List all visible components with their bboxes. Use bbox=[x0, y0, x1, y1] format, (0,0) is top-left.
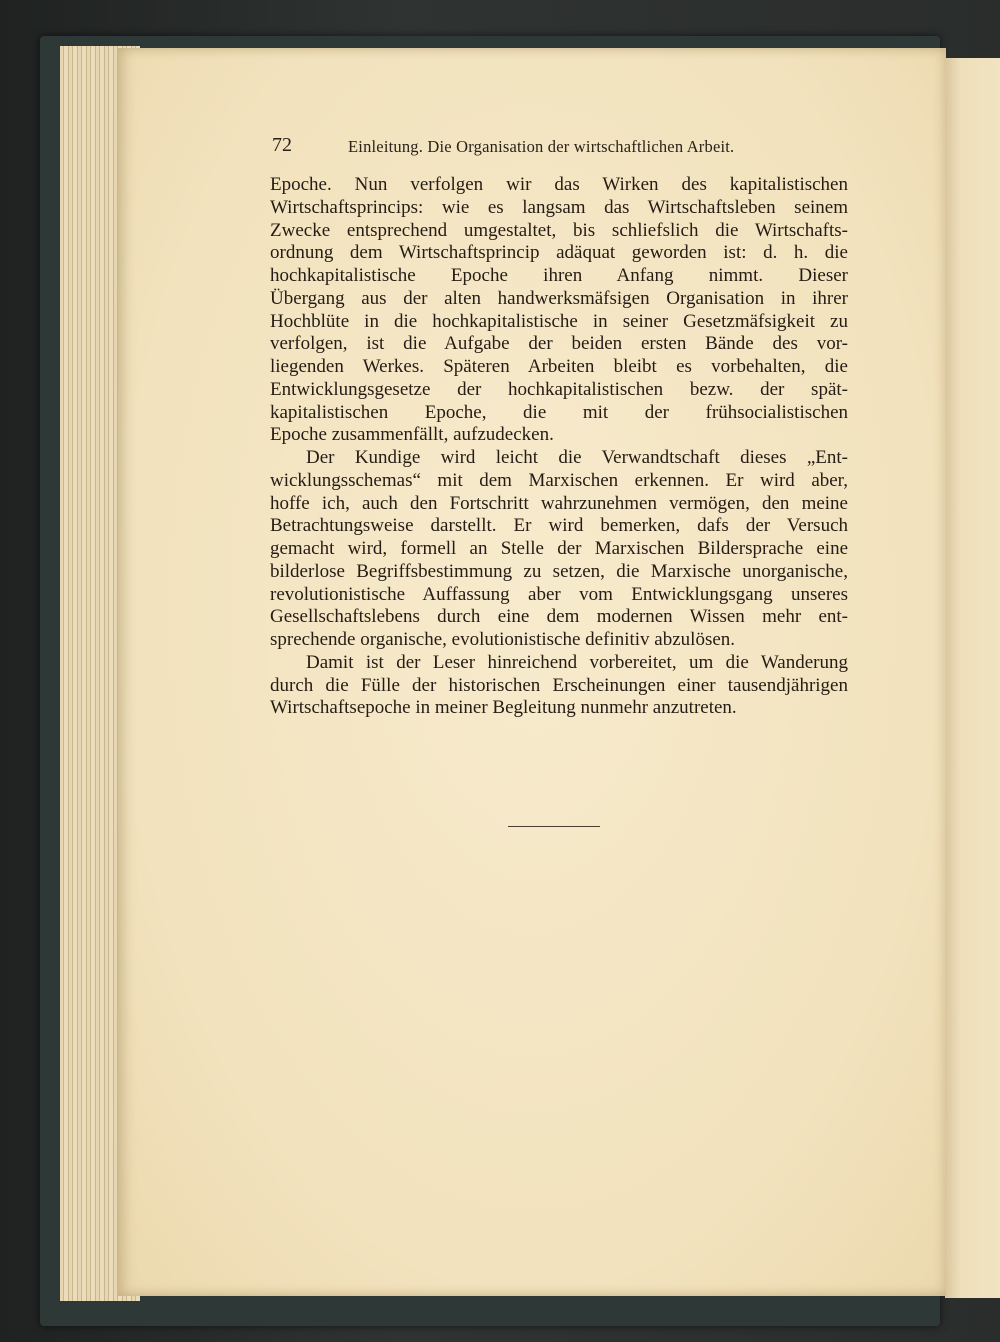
text-line: Zwecke entsprechend umgestaltet, bis schliefslich die Wirtschafts- bbox=[270, 219, 848, 241]
text-line: wicklungsschemas“ mit dem Marxischen erkennen. Er wird aber, bbox=[270, 469, 848, 491]
text-line: Damit ist der Leser hinreichend vorbereitet, um die Wanderung bbox=[306, 651, 848, 673]
text-line: sprechende organische, evolutionistische definitiv abzulösen. bbox=[270, 629, 736, 650]
closing-rule bbox=[508, 826, 600, 827]
text-line: Übergang aus der alten handwerksmäfsigen Organisation in ihrer bbox=[270, 287, 848, 309]
text-line: hoffe ich, auch den Fortschritt wahrzunehmen vermögen, den meine bbox=[270, 492, 848, 514]
text-line: Epoche. Nun verfolgen wir das Wirken des kapitalistischen bbox=[270, 174, 848, 195]
text-line: ordnung dem Wirtschaftsprincip adäquat geworden ist: d. h. die bbox=[270, 242, 848, 264]
running-head-title: Einleitung. Die Organisation der wirtschaftlichen Arbeit. bbox=[348, 137, 735, 156]
text-line: hochkapitalistische Epoche ihren Anfang nimmt. Dieser bbox=[270, 265, 848, 286]
text-line: Betrachtungsweise darstellt. Er wird bemerken, dafs der Versuch bbox=[270, 515, 848, 537]
text-line: durch die Fülle der historischen Erscheinungen einer tausendjährigen bbox=[270, 674, 848, 696]
text-line: gemacht wird, formell an Stelle der Marxischen Bildersprache eine bbox=[270, 538, 848, 559]
text-line: Gesellschaftslebens durch eine dem modernen Wissen mehr ent- bbox=[270, 606, 848, 628]
facing-page bbox=[945, 58, 1000, 1298]
text-line: Epoche zusammenfällt, aufzudecken. bbox=[270, 424, 554, 446]
text-line: bilderlose Begriffsbestimmung zu setzen, die Marxische unorganische, bbox=[270, 560, 848, 582]
body-text bbox=[270, 174, 848, 720]
text-line: liegenden Werkes. Späteren Arbeiten bleibt es vorbehalten, die bbox=[270, 356, 848, 377]
text-line: Hochblüte in die hochkapitalistische in seiner Gesetzmäfsigkeit zu bbox=[270, 310, 848, 332]
running-head bbox=[272, 134, 792, 158]
text-line: verfolgen, ist die Aufgabe der beiden ersten Bände des vor- bbox=[270, 333, 848, 355]
text-line: Wirtschaftsepoche in meiner Begleitung nunmehr anzutreten. bbox=[270, 697, 737, 719]
text-line: kapitalistischen Epoche, die mit der frühsocialistischen bbox=[270, 401, 848, 423]
text-line: Entwicklungsgesetze der hochkapitalistischen bezw. der spät- bbox=[270, 378, 848, 400]
text-line: Der Kundige wird leicht die Verwandtschaft dieses „Ent- bbox=[306, 447, 848, 468]
text-line: Wirtschaftsprincips: wie es langsam das Wirtschaftsleben seinem bbox=[270, 196, 848, 218]
page-number: 72 bbox=[272, 134, 292, 156]
text-line: revolutionistische Auffassung aber vom Entwicklungsgang unseres bbox=[270, 583, 848, 605]
